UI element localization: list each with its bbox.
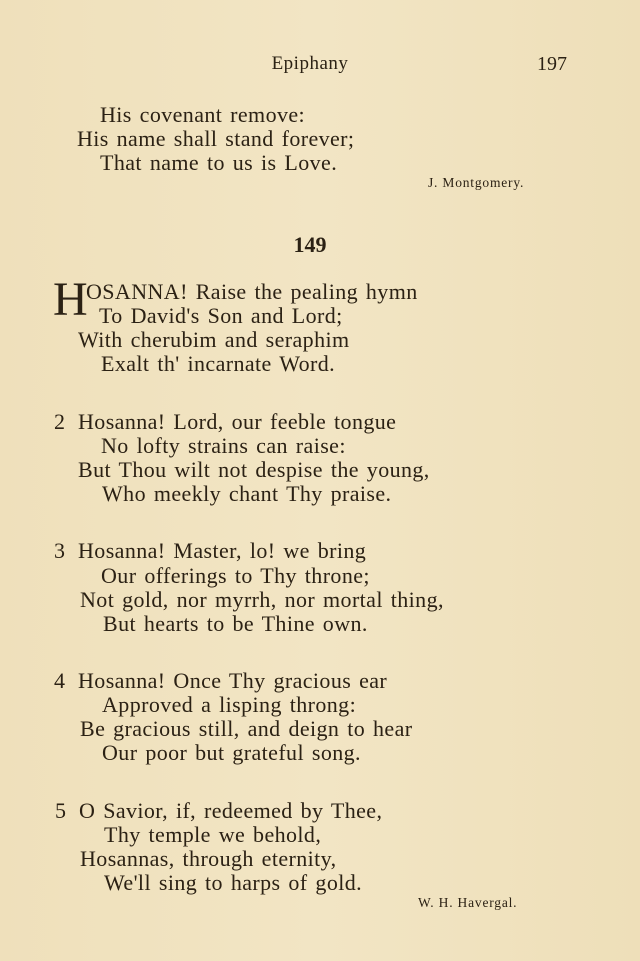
verse-5-line-2: Thy temple we behold, [104, 822, 322, 847]
verse-5-line-1: 5 O Savior, if, redeemed by Thee, [55, 798, 383, 823]
verse-2-line-1: 2 Hosanna! Lord, our feeble tongue [54, 409, 397, 434]
verse-1-line-2: To David's Son and Lord; [99, 303, 343, 328]
verse-5-line-4: We'll sing to harps of gold. [104, 870, 363, 895]
verse-2-line-2: No lofty strains can raise: [101, 433, 346, 458]
verse-1-line-1: OSANNA! Raise the pealing hymn [86, 279, 418, 304]
verse-2-line-4: Who meekly chant Thy praise. [102, 481, 392, 506]
verse-number: 5 [55, 798, 67, 823]
verse-number: 4 [54, 668, 66, 693]
drop-cap: H [53, 273, 88, 326]
verse-3-line-4: But hearts to be Thine own. [103, 611, 368, 636]
section-title: Epiphany [271, 53, 349, 74]
verse-2-line-3: But Thou wilt not despise the young, [78, 457, 430, 482]
previous-hymn-author: J. Montgomery. [428, 175, 525, 190]
verse-4-line-3: Be gracious still, and deign to hear [80, 716, 413, 741]
verse-number: 3 [54, 538, 66, 563]
verse-3-line-3: Not gold, nor myrrh, nor mortal thing, [80, 587, 444, 612]
hymn-number: 149 [293, 232, 327, 257]
hymn-author: W. H. Havergal. [418, 895, 518, 910]
verse-1-line-3: With cherubim and seraphim [78, 327, 350, 352]
verse-4-line-1: 4 Hosanna! Once Thy gracious ear [54, 668, 388, 693]
verse-number: 2 [54, 409, 66, 434]
verse-3-line-2: Our offerings to Thy throne; [101, 563, 370, 588]
previous-hymn-line: His name shall stand forever; [77, 126, 355, 151]
verse-4-line-4: Our poor but grateful song. [102, 740, 361, 765]
verse-3-line-1: 3 Hosanna! Master, lo! we bring [54, 538, 367, 563]
page-number: 197 [537, 53, 567, 75]
verse-5-line-3: Hosannas, through eternity, [80, 846, 337, 871]
verse-1-line-4: Exalt th' incarnate Word. [101, 351, 336, 376]
previous-hymn-line: His covenant remove: [100, 102, 306, 127]
verse-4-line-2: Approved a lisping throng: [102, 692, 357, 717]
previous-hymn-line: That name to us is Love. [100, 150, 338, 175]
